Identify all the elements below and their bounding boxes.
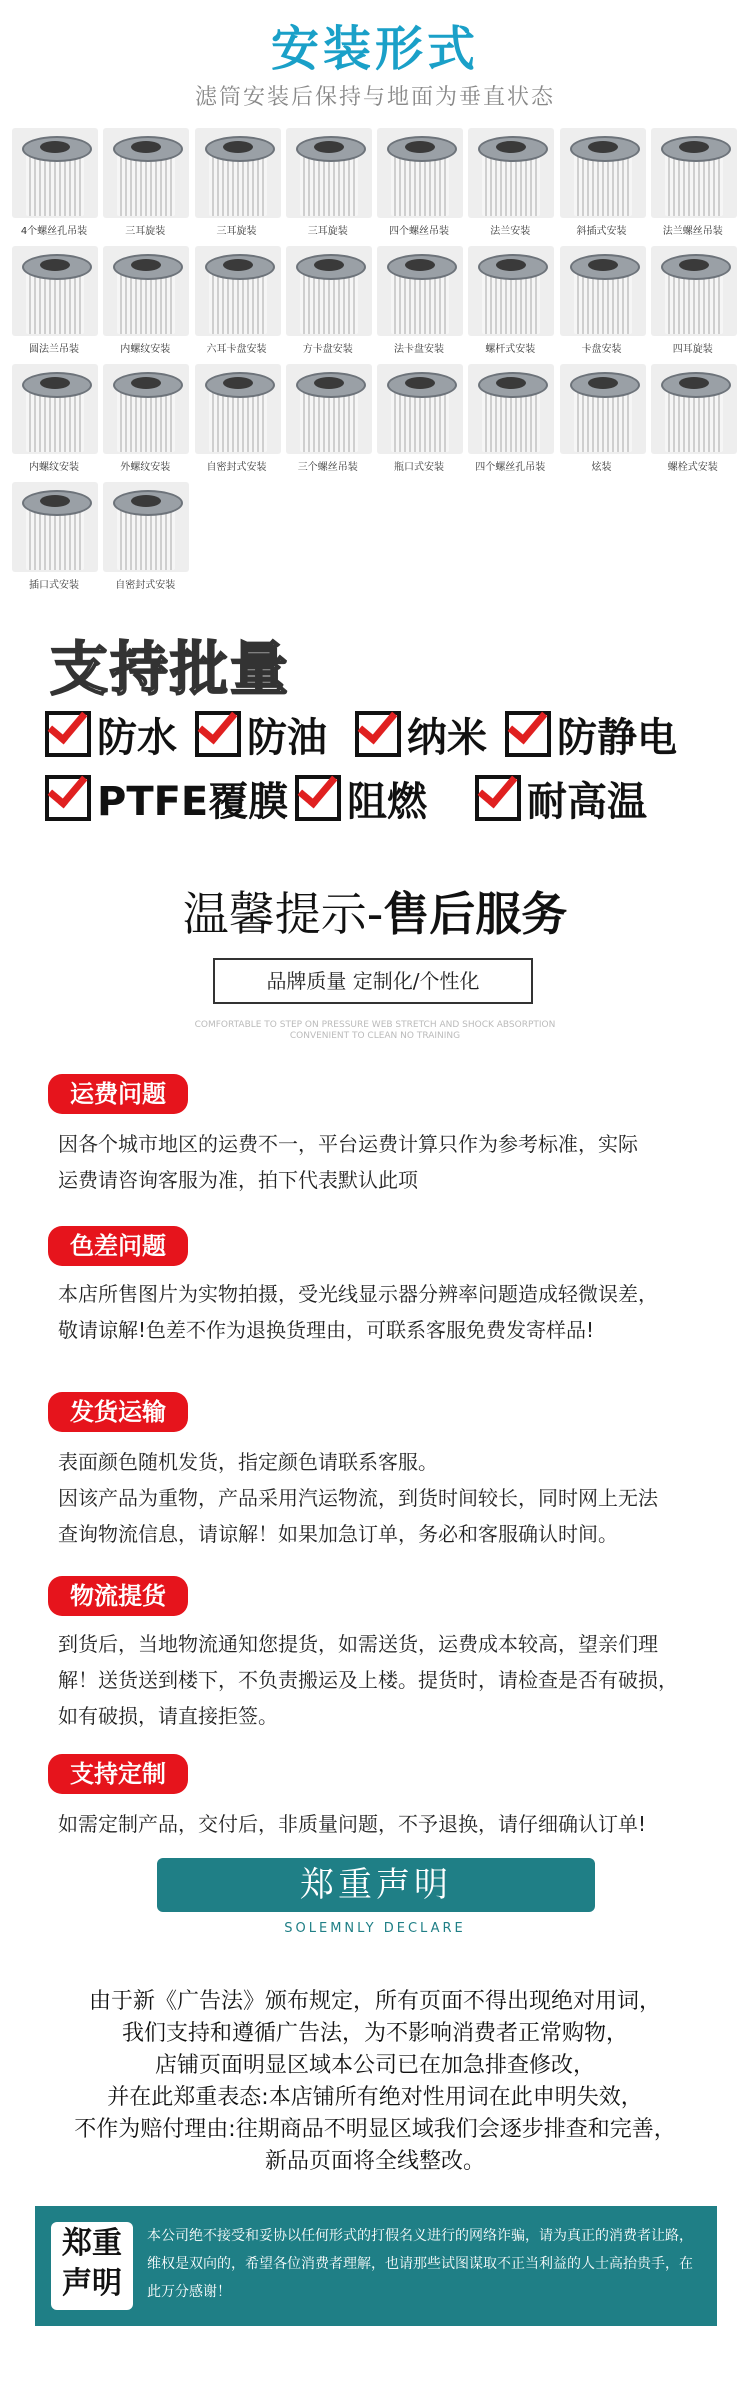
filter-photo [286, 364, 372, 454]
para-shipping-fee: 因各个城市地区的运费不一，平台运费计算只作为参考标准，实际 运费请咨询客服为准，拍下代表默认此项 [58, 1132, 638, 1192]
filter-photo [195, 128, 281, 218]
checkbox-icon [505, 711, 551, 757]
para-pickup: 到货后，当地物流通知您提货，如需送货，运费成本较高，望亲们理 解！送货送到楼下，不负责搬运及上楼。提货时，请检查是否有破损， 如有破损，请直接拒签。 [58, 1632, 678, 1728]
checkbox-icon [355, 711, 401, 757]
install-label: 4个螺丝孔吊装 [20, 226, 88, 237]
grid-row [10, 128, 740, 246]
filter-photo [12, 128, 98, 218]
filter-photo [468, 246, 554, 336]
filter-photo [560, 246, 646, 336]
filter-photo [560, 128, 646, 218]
declare-text: 由于新《广告法》颁布规定，所有页面不得出现绝对用词， 我们支持和遵循广告法，为不影响消费者正常购物， 店铺页面明显区域本公司已在加急排查修改， 并在此郑重表态:本店铺所有绝对性用词在此申明失效， 不作为赔付理由:往期商品不明显区域我们会逐步排查和完善， 新品页面将全线整改。 [74, 1989, 676, 2174]
feature-item [295, 770, 427, 826]
install-item [193, 246, 281, 364]
filter-photo [468, 364, 554, 454]
tiny-caption: COMFORTABLE TO STEP ON PRESSURE WEB STRETCH AND SHOCK ABSORPTION CONVENIENT TO CLEAN NO TRAINING [194, 1020, 556, 1041]
install-label: 三耳旋装 [307, 226, 348, 237]
badge-pickup: 物流提货 [48, 1576, 188, 1616]
filter-photo [651, 246, 737, 336]
install-item [101, 364, 189, 482]
install-item [649, 128, 737, 246]
install-item [375, 128, 463, 246]
install-label: 圆法兰吊装 [29, 344, 79, 355]
filter-photo [103, 482, 189, 572]
badge-custom: 支持定制 [48, 1754, 188, 1794]
install-label: 螺栓式安装 [667, 462, 718, 473]
filter-photo [560, 364, 646, 454]
install-label: 六耳卡盘安装 [206, 344, 267, 355]
declare-english: SOLEMNLY DECLARE [284, 1921, 466, 1936]
install-item [10, 364, 98, 482]
filter-photo [286, 246, 372, 336]
install-label: 插口式安装 [29, 580, 79, 591]
install-label: 三个螺丝吊装 [297, 462, 358, 473]
feature-item [505, 706, 677, 762]
feature-label: 防油 [247, 714, 327, 761]
para-custom: 如需定制产品，交付后，非质量问题，不予退换，请仔细确认订单! [58, 1812, 647, 1836]
install-item [466, 364, 554, 482]
install-label: 方卡盘安装 [302, 344, 353, 355]
install-item [284, 246, 372, 364]
feature-label: 阻燃 [347, 778, 427, 825]
filter-photo [651, 364, 737, 454]
install-label: 自密封式安装 [115, 580, 176, 591]
install-label: 斜插式安装 [576, 226, 627, 237]
install-item [558, 364, 646, 482]
declare-footer-box: 郑重 声明 [51, 2222, 133, 2310]
install-item [10, 482, 98, 600]
install-label: 四耳旋装 [672, 344, 713, 355]
install-item [466, 128, 554, 246]
section-subtitle: 滤筒安装后保持与地面为垂直状态 [194, 85, 555, 110]
install-label: 法卡盘安装 [394, 344, 444, 355]
grid-row [10, 246, 740, 364]
para-delivery: 表面颜色随机发货，指定颜色请联系客服。 因该产品为重物，产品采用汽运物流，到货时间较长，同时网上无法 查询物流信息，请谅解！如果加急订单，务必和客服确认时间。 [58, 1450, 658, 1546]
feature-label: 防水 [97, 714, 177, 761]
filter-photo [377, 246, 463, 336]
declare-footer [35, 2206, 717, 2326]
filter-photo [286, 128, 372, 218]
checkbox-icon [295, 775, 341, 821]
filter-photo [12, 246, 98, 336]
install-item [466, 246, 554, 364]
filter-photo [377, 364, 463, 454]
install-item [193, 364, 281, 482]
install-item [649, 364, 737, 482]
feature-label: 耐高温 [527, 778, 647, 825]
filter-photo [468, 128, 554, 218]
section-title: 安装形式 [270, 21, 479, 77]
install-item [10, 246, 98, 364]
feature-label: 纳米 [407, 714, 487, 761]
install-label: 内螺纹安装 [120, 344, 171, 355]
badge-shipping-fee: 运费问题 [48, 1074, 188, 1114]
feature-item [355, 706, 487, 762]
filter-photo [195, 364, 281, 454]
install-label: 四个螺丝孔吊装 [475, 462, 546, 473]
para-color-diff: 本店所售图片为实物拍摄，受光线显示器分辨率问题造成轻微误差， 敬请谅解!色差不作为退换货理由，可联系客服免费发寄样品! [58, 1282, 658, 1342]
install-label: 自密封式安装 [206, 462, 267, 473]
install-label: 炫装 [591, 462, 612, 473]
install-label: 法兰安装 [490, 226, 531, 237]
install-item [284, 364, 372, 482]
install-label: 四个螺丝吊装 [389, 226, 449, 237]
install-label: 内螺纹安装 [29, 462, 79, 473]
filter-photo [103, 128, 189, 218]
checkbox-icon [45, 775, 91, 821]
declare-title: 郑重声明 [157, 1858, 595, 1912]
install-item [284, 128, 372, 246]
filter-photo [103, 246, 189, 336]
filter-photo [195, 246, 281, 336]
grid-row [10, 482, 740, 600]
install-item [375, 364, 463, 482]
filter-photo [103, 364, 189, 454]
grid-row [10, 364, 740, 482]
install-label: 三耳旋装 [125, 226, 166, 237]
feature-item [475, 770, 647, 826]
install-item [375, 246, 463, 364]
install-label: 螺杆式安装 [485, 344, 536, 355]
filter-photo [12, 482, 98, 572]
checkbox-icon [45, 711, 91, 757]
checkbox-icon [195, 711, 241, 757]
tips-title: 温馨提示-售后服务 [182, 887, 568, 941]
install-item [101, 482, 189, 600]
batch-title: 支持批量 [50, 635, 291, 703]
install-label: 法兰螺丝吊装 [662, 226, 723, 237]
badge-color-diff: 色差问题 [48, 1226, 188, 1266]
feature-label: 防静电 [557, 714, 677, 761]
filter-photo [12, 364, 98, 454]
filter-photo [651, 128, 737, 218]
checkbox-icon [475, 775, 521, 821]
filter-photo [377, 128, 463, 218]
feature-item [45, 706, 177, 762]
install-item [558, 128, 646, 246]
install-item [10, 128, 98, 246]
install-item [649, 246, 737, 364]
install-label: 三耳旋装 [216, 226, 257, 237]
install-item [101, 128, 189, 246]
tips-tagline: 品牌质量 定制化/个性化 [213, 958, 533, 1004]
install-item [558, 246, 646, 364]
badge-delivery: 发货运输 [48, 1392, 188, 1432]
install-label: 瓶口式安装 [394, 462, 444, 473]
install-label: 卡盘安装 [581, 344, 622, 355]
feature-item [45, 770, 288, 826]
install-item [193, 128, 281, 246]
feature-item [195, 706, 327, 762]
install-item [101, 246, 189, 364]
install-label: 外螺纹安装 [120, 462, 171, 473]
feature-label: PTFE覆膜 [97, 778, 289, 825]
declare-footer-text: 本公司绝不接受和妥协以任何形式的打假名义进行的网络诈骗，请为真正的消费者让路，维权是双向的，希望各位消费者理解，也请那些试图谋取不正当利益的人士高抬贵手，在此万分感谢！ [147, 2228, 693, 2300]
